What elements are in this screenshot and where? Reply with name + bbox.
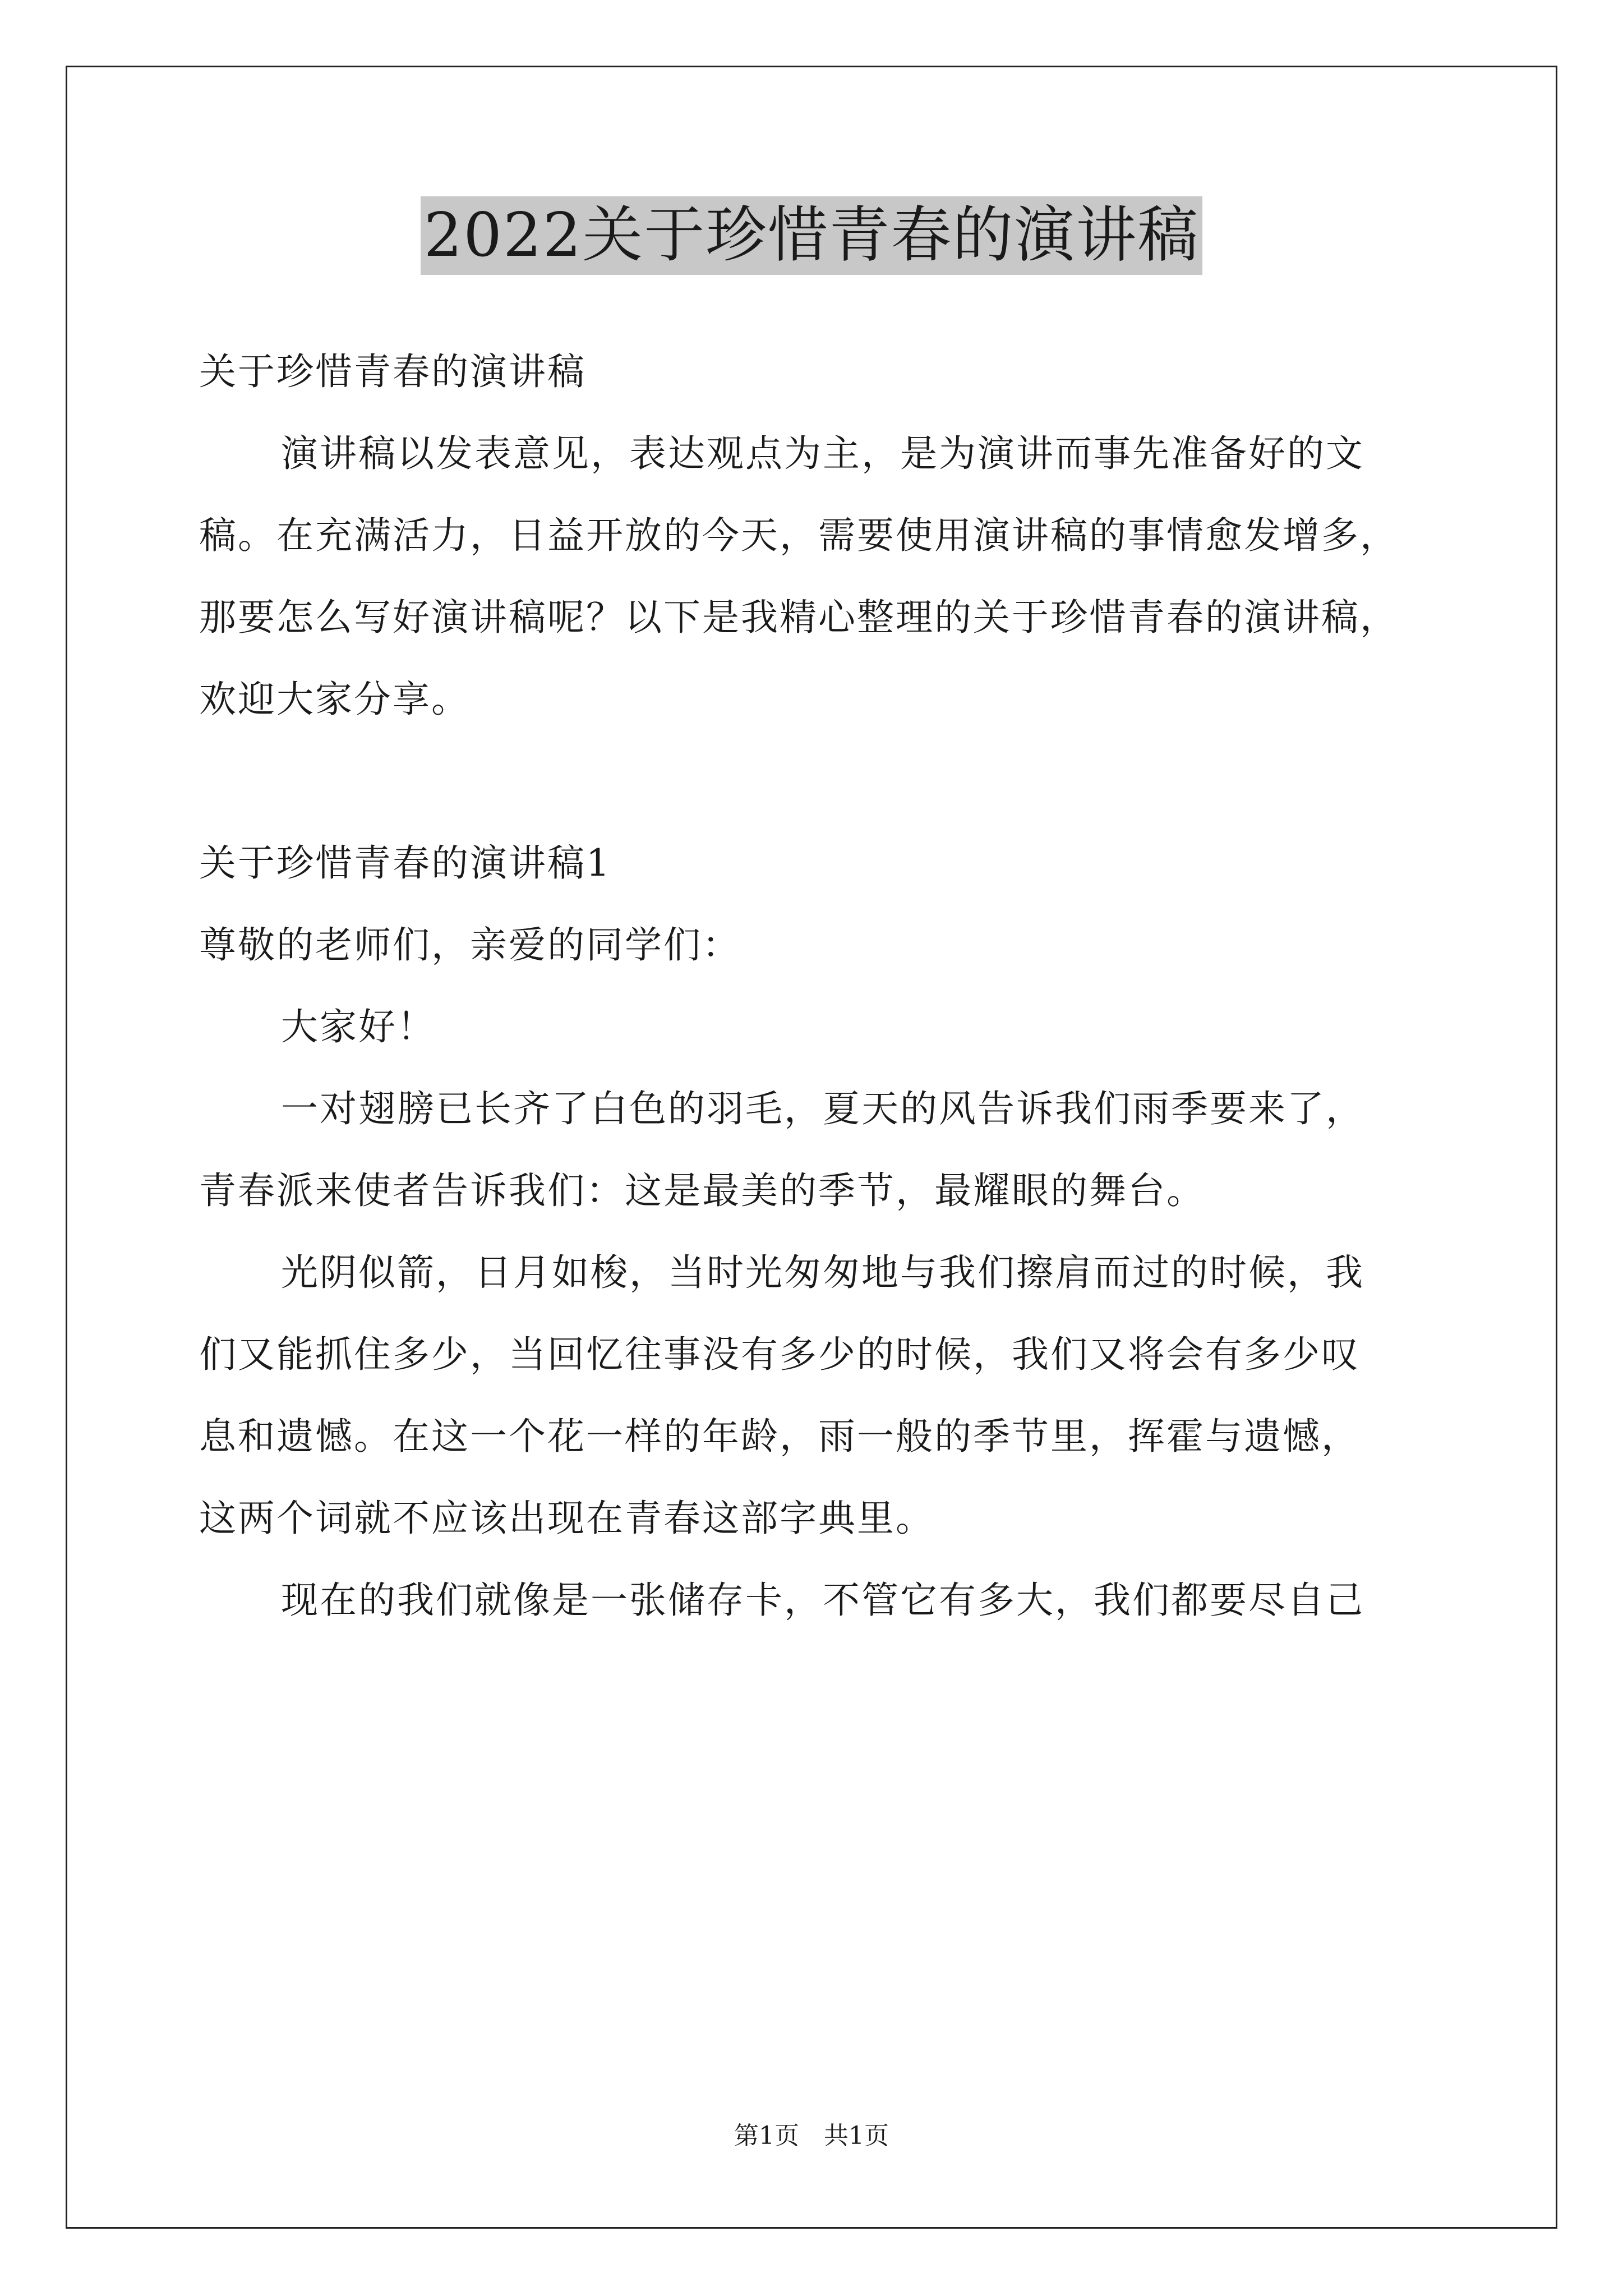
- document-title: 2022关于珍惜青春的演讲稿: [421, 196, 1203, 275]
- paragraph-line: 们又能抓住多少，当回忆往事没有多少的时候，我们又将会有多少叹: [199, 1333, 1360, 1376]
- section-heading: 关于珍惜青春的演讲稿1: [199, 841, 611, 885]
- spacer: [199, 740, 1478, 822]
- paragraph-line: 欢迎大家分享。: [199, 678, 470, 721]
- page-number-total: 共1页: [824, 2122, 889, 2150]
- paragraph-line: 现在的我们就像是一张储存卡，不管它有多大，我们都要尽自己: [281, 1579, 1364, 1622]
- greeting-line: 大家好！: [281, 1005, 436, 1048]
- salutation-line: 尊敬的老师们，亲爱的同学们：: [199, 923, 741, 967]
- paragraph-line: 稿。在充满活力，日益开放的今天，需要使用演讲稿的事情愈发增多，: [199, 514, 1399, 557]
- title-container: [0, 196, 1623, 275]
- paragraph-line: 演讲稿以发表意见，表达观点为主，是为演讲而事先准备好的文: [281, 432, 1364, 475]
- paragraph-line: 光阴似箭，日月如梭，当时光匆匆地与我们擦肩而过的时候，我: [281, 1251, 1364, 1294]
- subtitle-line: 关于珍惜青春的演讲稿: [199, 350, 586, 393]
- paragraph-line: 这两个词就不应该出现在青春这部字典里。: [199, 1497, 934, 1540]
- page-footer: [0, 2119, 1623, 2153]
- paragraph-line: 一对翅膀已长齐了白色的羽毛，夏天的风告诉我们雨季要来了，: [281, 1087, 1364, 1130]
- page-number-current: 第1页: [734, 2122, 799, 2150]
- paragraph-line: 青春派来使者告诉我们：这是最美的季节，最耀眼的舞台。: [199, 1169, 1205, 1212]
- paragraph-line: 那要怎么写好演讲稿呢？以下是我精心整理的关于珍惜青春的演讲稿，: [199, 596, 1399, 639]
- paragraph-line: 息和遗憾。在这一个花一样的年龄，雨一般的季节里，挥霍与遗憾，: [199, 1415, 1360, 1458]
- document-body: [199, 331, 1478, 1641]
